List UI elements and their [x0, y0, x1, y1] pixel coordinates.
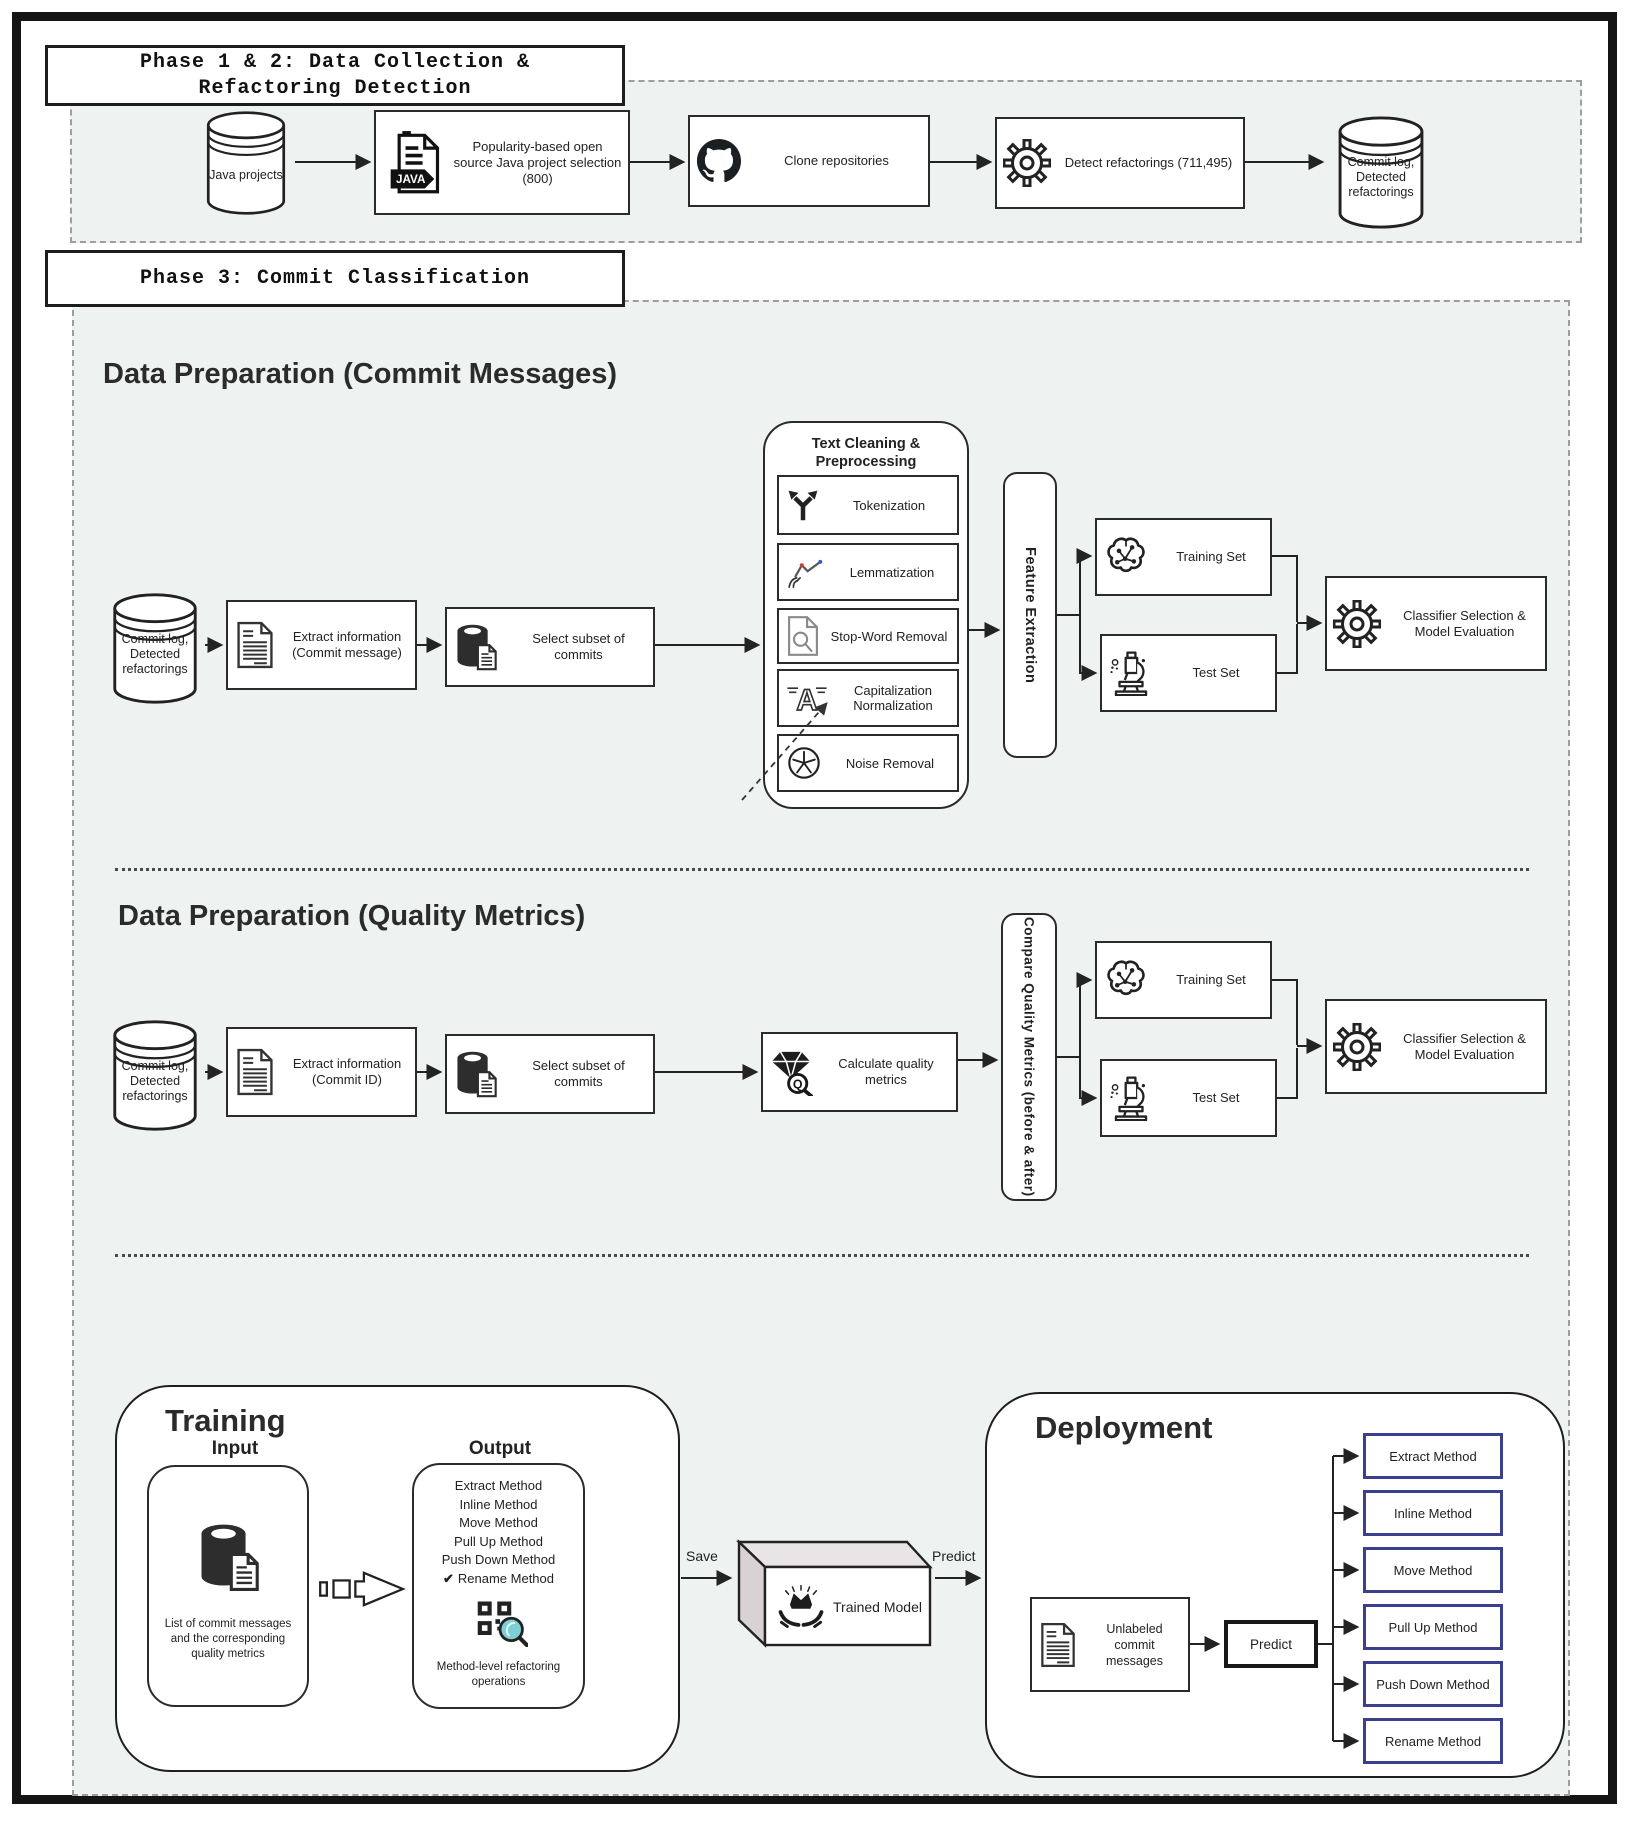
capitalization-icon	[785, 680, 829, 716]
gear-icon	[1003, 139, 1051, 187]
clone-repositories-node	[688, 115, 930, 207]
commit-messages-section-title: Data Preparation (Commit Messages)	[103, 358, 618, 390]
phase12-title-line1: Phase 1 & 2: Data Collection &	[139, 50, 531, 74]
section-separator-1	[115, 868, 1529, 871]
commit-log-label: Commit log, Detected refactorings	[1347, 155, 1415, 199]
training-title: Training	[165, 1403, 286, 1438]
detect-refactorings-label: Detect refactorings (711,495)	[1064, 155, 1233, 170]
calculate-quality-metrics-label: Calculate quality metrics	[838, 1056, 934, 1087]
checkmark-icon: ✔	[442, 1570, 454, 1586]
method-item: Move Method	[459, 1515, 538, 1530]
commit-log-label: Commit log, Detected refactorings	[121, 1059, 189, 1103]
database-icon	[198, 110, 294, 216]
deployment-method-inline: Inline Method	[1363, 1490, 1503, 1536]
commit-log-database-1	[1327, 115, 1435, 230]
step-label: Tokenization	[852, 497, 926, 513]
crown-hands-icon	[777, 1584, 825, 1630]
test-set-node-1	[1100, 634, 1277, 712]
training-output-box	[412, 1463, 585, 1709]
deployment-method-extract: Extract Method	[1363, 1433, 1503, 1479]
brain-circuit-icon	[1103, 536, 1149, 578]
input-label: Input	[211, 1438, 259, 1459]
select-subset-node-2	[445, 1034, 655, 1114]
phase3-title	[45, 250, 625, 307]
step-label: Lemmatization	[849, 564, 935, 580]
output-label: Output	[468, 1438, 532, 1459]
step-tokenization	[777, 475, 959, 535]
classifier-selection-label: Classifier Selection & Model Evaluation	[1403, 1030, 1526, 1062]
stop-word-icon	[785, 614, 821, 658]
java-projects-database	[198, 110, 294, 216]
training-input-caption: List of commit messages and the corresponding quality metrics	[164, 1618, 292, 1660]
deployment-method-rename: Rename Method	[1363, 1718, 1503, 1764]
extract-commit-message-node	[226, 600, 417, 690]
compare-quality-metrics-label: Compare Quality Metrics (before & after)	[1021, 917, 1037, 1197]
deployment-method-pullup: Pull Up Method	[1363, 1604, 1503, 1650]
trained-model-content	[772, 1574, 927, 1640]
classifier-selection-node-1	[1325, 576, 1547, 671]
training-set-node-1	[1095, 518, 1272, 596]
step-lemmatization	[777, 543, 959, 601]
predict-node-label: Predict	[1249, 1636, 1293, 1652]
clone-repositories-label: Clone repositories	[784, 153, 889, 168]
unlabeled-commits-label: Unlabeled commit messages	[1106, 1621, 1163, 1668]
trained-model-label: Trained Model	[833, 1599, 922, 1615]
feature-extraction-label: Feature Extraction	[1022, 546, 1038, 684]
select-subset-label: Select subset of commits	[532, 1058, 625, 1089]
method-item: Pull Up Method	[454, 1533, 543, 1549]
unlabeled-commits-node	[1030, 1597, 1190, 1692]
java-file-icon	[382, 130, 444, 196]
method-item-checked: ✔ Rename Method	[442, 1570, 555, 1586]
extract-commit-id-node	[226, 1027, 417, 1117]
step-label: Capitalization Normalization	[853, 683, 933, 713]
method-item: Push Down Method	[441, 1552, 556, 1567]
gear-icon	[1333, 600, 1381, 648]
select-subset-label: Select subset of commits	[532, 631, 625, 662]
training-output-caption: Method-level refactoring operations	[436, 1661, 561, 1688]
feature-extraction-node	[1003, 472, 1057, 758]
method-item: Inline Method	[459, 1496, 538, 1512]
quality-metrics-section-title: Data Preparation (Quality Metrics)	[118, 900, 586, 932]
classifier-selection-node-2	[1325, 999, 1547, 1094]
transform-arrow-icon	[318, 1570, 406, 1608]
step-label: Noise Removal	[845, 755, 935, 771]
test-set-label: Test Set	[1192, 1090, 1240, 1105]
github-icon	[696, 138, 742, 184]
select-subset-node-1	[445, 607, 655, 687]
project-selection-label: Popularity-based open source Java project selection (800)	[453, 138, 622, 186]
tokenization-icon	[785, 487, 821, 523]
text-cleaning-panel	[763, 421, 969, 809]
database-document-icon	[453, 1048, 501, 1100]
step-label: Stop-Word Removal	[830, 628, 948, 644]
text-cleaning-title: Text Cleaning & Preprocessing	[811, 436, 921, 470]
phase12-title	[45, 45, 625, 106]
phase12-title-line2: Refactoring Detection	[198, 76, 472, 100]
deployment-method-pushdown: Push Down Method	[1363, 1661, 1503, 1707]
predict-node	[1224, 1620, 1318, 1668]
diamond-quality-icon	[769, 1048, 813, 1096]
save-label: Save	[686, 1548, 718, 1564]
extract-commit-id-label: Extract information (Commit ID)	[292, 1056, 402, 1087]
step-stop-word-removal	[777, 608, 959, 664]
calculate-quality-metrics-node	[761, 1032, 958, 1112]
step-capitalization	[777, 669, 959, 727]
project-selection-node	[374, 110, 630, 215]
training-input-box	[147, 1465, 309, 1707]
commit-log-label: Commit log, Detected refactorings	[121, 632, 189, 676]
extract-commit-message-label: Extract information (Commit message)	[292, 629, 402, 660]
noise-removal-icon	[785, 744, 823, 782]
training-set-label: Training Set	[1176, 549, 1246, 564]
phase3-title-text: Phase 3: Commit Classification	[139, 266, 531, 290]
qr-magnifier-icon	[474, 1597, 528, 1647]
detect-refactorings-node	[995, 117, 1245, 209]
deployment-title: Deployment	[1035, 1410, 1213, 1445]
gear-icon	[1333, 1023, 1381, 1071]
database-document-icon	[453, 621, 501, 673]
brain-circuit-icon	[1103, 959, 1149, 1001]
lemmatization-icon	[785, 555, 827, 589]
section-separator-2	[115, 1254, 1529, 1257]
document-icon	[234, 1047, 276, 1097]
compare-quality-metrics-node	[1001, 913, 1057, 1201]
document-icon	[234, 620, 276, 670]
commit-log-database-3	[105, 1019, 205, 1132]
step-noise-removal	[777, 734, 959, 792]
document-icon	[1038, 1621, 1078, 1669]
database-document-icon	[195, 1519, 265, 1595]
test-set-label: Test Set	[1192, 665, 1240, 680]
method-item: Extract Method	[454, 1478, 543, 1493]
java-projects-label: Java projects	[209, 168, 283, 182]
microscope-icon	[1108, 650, 1154, 696]
training-set-node-2	[1095, 941, 1272, 1019]
test-set-node-2	[1100, 1059, 1277, 1137]
microscope-icon	[1108, 1075, 1154, 1121]
predict-label: Predict	[932, 1548, 976, 1564]
training-set-label: Training Set	[1176, 972, 1246, 987]
output-method-list	[414, 1477, 583, 1588]
deployment-method-move: Move Method	[1363, 1547, 1503, 1593]
classifier-selection-label: Classifier Selection & Model Evaluation	[1403, 607, 1526, 639]
commit-log-database-2	[105, 592, 205, 705]
